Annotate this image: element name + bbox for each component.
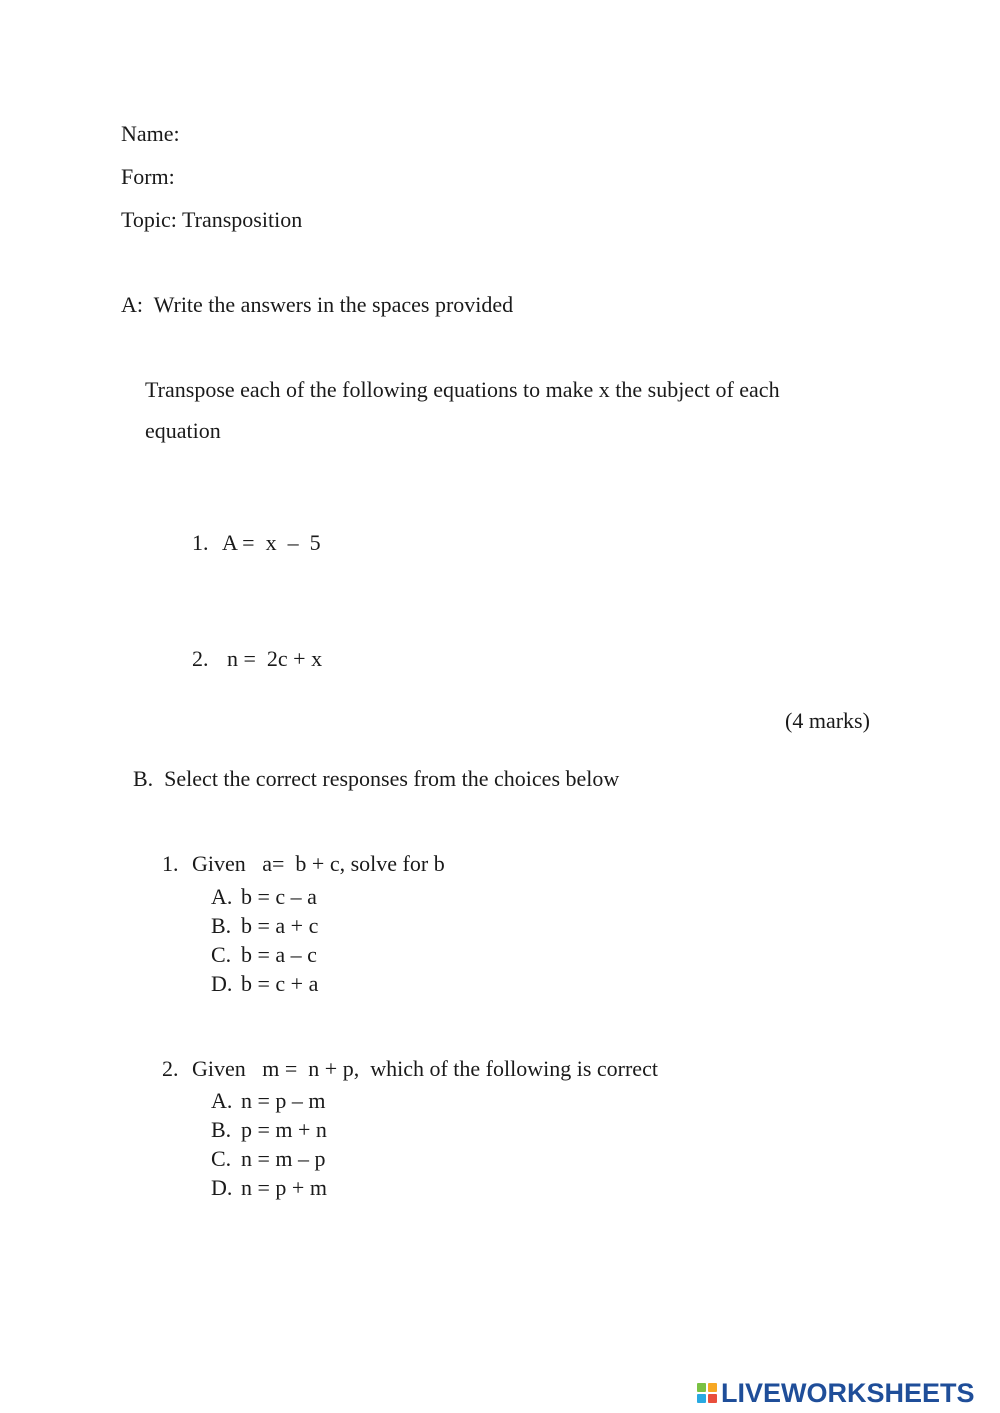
option-text: b = a + c (241, 913, 319, 938)
liveworksheets-icon (697, 1383, 717, 1403)
logo-square (708, 1383, 717, 1392)
section-b-question-2 (151, 1030, 658, 1083)
option-text: n = p – m (241, 1088, 326, 1113)
option-a[interactable] (211, 884, 317, 910)
logo-text: LIVEWORKSHEETS (721, 1377, 975, 1408)
option-b[interactable] (211, 1117, 327, 1143)
option-letter: B. (211, 1117, 232, 1142)
question-text: Given m = n + p, which of the following is correct (192, 1056, 658, 1082)
option-d[interactable] (211, 1175, 327, 1201)
section-a-instruction-line1: Transpose each of the following equations to make x the subject of each (145, 377, 780, 402)
option-c[interactable] (211, 1146, 326, 1172)
section-a-heading: A: Write the answers in the spaces provided (121, 292, 514, 317)
section-b-heading: B. Select the correct responses from the choices below (133, 766, 620, 791)
question-text: n = 2c + x (227, 646, 323, 672)
question-text: Given a= b + c, solve for b (192, 851, 445, 877)
question-number: 2. (192, 646, 209, 672)
question-text: A = x – 5 (222, 530, 321, 556)
option-text: b = c + a (241, 971, 319, 996)
option-c[interactable] (211, 942, 317, 968)
question-number: 2. (162, 1056, 179, 1082)
option-b[interactable] (211, 913, 318, 939)
option-d[interactable] (211, 971, 318, 997)
form-label: Form: (121, 164, 175, 189)
logo-square (697, 1383, 706, 1392)
question-number: 1. (192, 530, 209, 556)
option-letter: D. (211, 971, 233, 996)
option-text: n = m – p (241, 1146, 326, 1171)
question-number: 1. (162, 851, 179, 877)
topic-label: Topic: Transposition (121, 207, 303, 232)
section-a-instruction-line2: equation (145, 418, 221, 443)
option-letter: A. (211, 884, 233, 909)
option-letter: B. (211, 913, 232, 938)
section-a-question-1 (181, 504, 321, 557)
section-a-marks: (4 marks) (785, 708, 870, 733)
option-letter: C. (211, 942, 232, 967)
logo-square (697, 1394, 706, 1403)
option-letter: C. (211, 1146, 232, 1171)
name-label: Name: (121, 121, 180, 146)
logo-square (708, 1394, 717, 1403)
option-letter: D. (211, 1175, 233, 1200)
option-text: n = p + m (241, 1175, 327, 1200)
section-a-question-2 (181, 620, 322, 673)
option-text: b = c – a (241, 884, 317, 909)
liveworksheets-logo[interactable] (697, 1378, 975, 1408)
option-text: b = a – c (241, 942, 317, 967)
option-letter: A. (211, 1088, 233, 1113)
option-a[interactable] (211, 1088, 326, 1114)
option-text: p = m + n (241, 1117, 327, 1142)
section-b-question-1 (151, 825, 445, 878)
